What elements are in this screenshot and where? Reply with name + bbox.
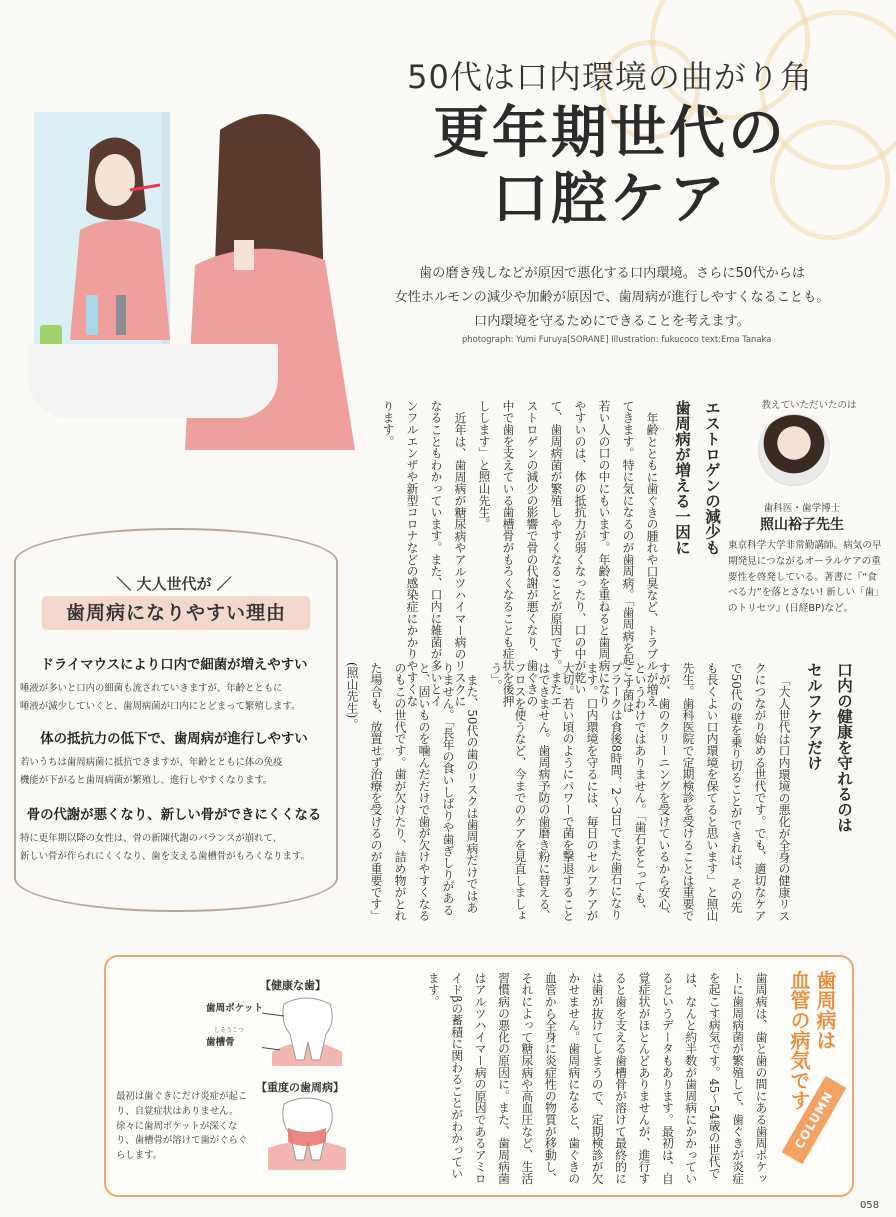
lead-line-1: 歯の磨き残しなどが原因で悪化する口内環境。さらに50代からは: [418, 266, 806, 281]
lead-paragraph: [338, 262, 886, 334]
reason-3-text-line-2: 新しい骨が作られにくくなり、歯を支える歯槽骨がもろくなります。: [20, 851, 310, 862]
section-2-paragraph-1: 「大人世代は口内環境の悪化が全身の健康リスクにつながり始める世代です。でも、適切なケアで50代の壁を乗り切ることができれば、その先も長くよい口内環境を保てると思います」と照山先生。歯科医院で定期検診を受けることは重要ですが、歯のクリーニングを受けているから安心、というわけではありません。「歯石をとっても、プラークは食後8時間、2〜3日でまた歯石になります。口内環境を守るには、毎日のセルフケアが大切。若い頃のようにパワーで菌を撃退することはできません。歯周病予防の歯磨き粉に替える、フロスを使うなど、今までのケアを見直しましょう」。: [489, 662, 791, 922]
periodontal-pocket-label: 歯周ポケット: [206, 1003, 264, 1014]
column-body: [360, 972, 772, 1186]
reason-1-text-line-1: 唾液が多いと口内の細菌も流されていきますが、年齢とともに: [20, 683, 283, 694]
reasons-title: 歯周病になりやすい理由: [65, 602, 286, 624]
doctor-role: 歯科医・歯学博士: [763, 503, 841, 514]
doctor-name: 照山裕子先生: [760, 517, 844, 533]
section-2-paragraph-2: また、50代の歯のリスクは歯周病だけではありません。「長年の食いしばりや歯ぎしりがあると、固いものを噛んだだけで歯が欠けやすくなるのもこの世代です。歯が欠けたり、詰め物がとれた場合も、放置せず治療を受けるのが重要です」(照山先生)。: [345, 662, 479, 922]
reasons-title-band: [42, 596, 310, 630]
page-subtitle: 50代は口内環境の曲がり角: [407, 58, 813, 96]
column-tag: COLUMN: [782, 1076, 847, 1164]
sink-illustration: [28, 344, 278, 418]
column-title-line-2: 血管の病気です: [787, 970, 811, 1110]
reason-2-text-line-1: 若いうちは歯周病菌に抵抗できますが、年齢とともに体の免疫: [20, 757, 283, 768]
reason-1-heading: ドライマウスにより口内で細菌が増えやすい: [40, 658, 308, 673]
section-2: [336, 662, 856, 924]
healthy-tooth-label: 【健康な歯】: [260, 979, 326, 992]
doctor-bio: 東京科学大学非常勤講師。病気の早期発見につながるオーラルケアの重要性を啓発している。著書に『“食べる力”を落とさない! 新しい「歯」のトリセツ』(日経BP)など。: [728, 540, 882, 615]
section-1-heading-2: 歯周病が増える一因に: [673, 400, 692, 555]
column-title-line-1: 歯周病は: [813, 970, 837, 1050]
section-1-paragraph-1: 年齢とともに歯ぐきの腫れや口臭など、トラブルが増えてきます。特に気になるのが歯周病。「歯周病を起こす菌は若い人の口の中にもいます。年齢を重ねると歯周病になりやすいのは、体の抵抗力が弱くなったり、口の中が乾いて、歯周病菌が繁殖しやすくなることが原因です。またエストロゲンの減少の影響で骨の代謝が悪くなり、歯ぐきの中で歯を支えている歯槽骨がもろくなることも症状を後押しします」と照山先生。: [477, 400, 659, 713]
reason-3-text: [20, 830, 330, 866]
reason-2-text-line-2: 機能が下がると歯周病菌が繁殖し、進行しやすくなります。: [20, 775, 273, 786]
section-1-heading-1: エストロゲンの減少も: [703, 400, 722, 555]
reasons-kicker: ＼ 大人世代が ／: [116, 575, 232, 593]
doctor-intro: 教えていただいたのは: [761, 400, 857, 411]
title-line-1: 更年期世代の: [433, 100, 787, 166]
page-title: [360, 100, 860, 232]
column-caption: 最初は歯ぐきにだけ炎症が起こり、自覚症状はありません。徐々に歯周ポケットが深くなり、歯槽骨が溶けて歯がぐらぐらします。: [116, 1091, 248, 1162]
column-text: 歯周病は、歯と歯の間にある歯周ポケットに歯周病菌が繁殖して、歯ぐきが炎症を起こす病気です。45〜54歳の世代では、なんと約半数が歯周病にかかっているというデータもあります。最初は、自覚症状がほとんどありませんが、進行すると歯を支える歯槽骨が溶けて最終的には歯が抜けてしまうので、定期検診が欠かせません。歯周病になると、歯ぐきの血管から全身に炎症性の物質が移動し、それによって糖尿病や高血圧など、生活習慣病の悪化の原因に。また、歯周病菌はアルツハイマー病の原因であるアミロイドβの蓄積に関わることがわかっています。: [426, 972, 768, 1185]
lead-line-2: 女性ホルモンの減少や加齢が原因で、歯周病が進行しやすくなることも。: [394, 290, 830, 305]
reason-2-text: [20, 754, 330, 790]
healthy-tooth-icon: [262, 994, 352, 1068]
reason-2-heading: 体の抵抗力の低下で、歯周病が進行しやすい: [40, 732, 308, 747]
title-line-2: 口腔ケア: [492, 166, 728, 232]
doctor-avatar: [758, 414, 830, 486]
alveolar-bone-label: 歯槽骨: [206, 1037, 235, 1048]
section-2-heading-2: セルフケアだけ: [805, 662, 824, 771]
severe-periodontitis-label: 【重度の歯周病】: [256, 1081, 344, 1094]
reason-1-text: [20, 680, 330, 716]
alveolar-bone-ruby: しそうこつ: [214, 1027, 244, 1034]
reason-1-text-line-2: 唾液が減少していくと、歯周病菌が口内にとどまって繁殖します。: [20, 701, 301, 712]
lead-line-3: 口内環境を守るためにできることを考えます。: [474, 314, 750, 329]
page-number: 058: [860, 1200, 880, 1211]
photo-credit: photograph: Yumi Furuya[SORANE] Illustration: fukucoco text:Ema Tanaka: [462, 334, 772, 344]
section-1-paragraph-2: 近年は、歯周病が糖尿病やアルツハイマー病のリスクになることもわかっています。また、口内に雑菌が多いとインフルエンザや新型コロナなどの感染症にかかりやすくなります。: [381, 400, 467, 707]
reason-3-heading: 骨の代謝が悪くなり、新しい骨ができにくくなる: [26, 808, 322, 823]
severe-periodontitis-tooth-icon: [262, 1094, 352, 1172]
section-2-heading-1: 口内の健康を守れるのは: [835, 662, 854, 833]
reason-3-text-line-1: 特に更年期以降の女性は、骨の新陳代謝のバランスが崩れて、: [20, 833, 283, 844]
